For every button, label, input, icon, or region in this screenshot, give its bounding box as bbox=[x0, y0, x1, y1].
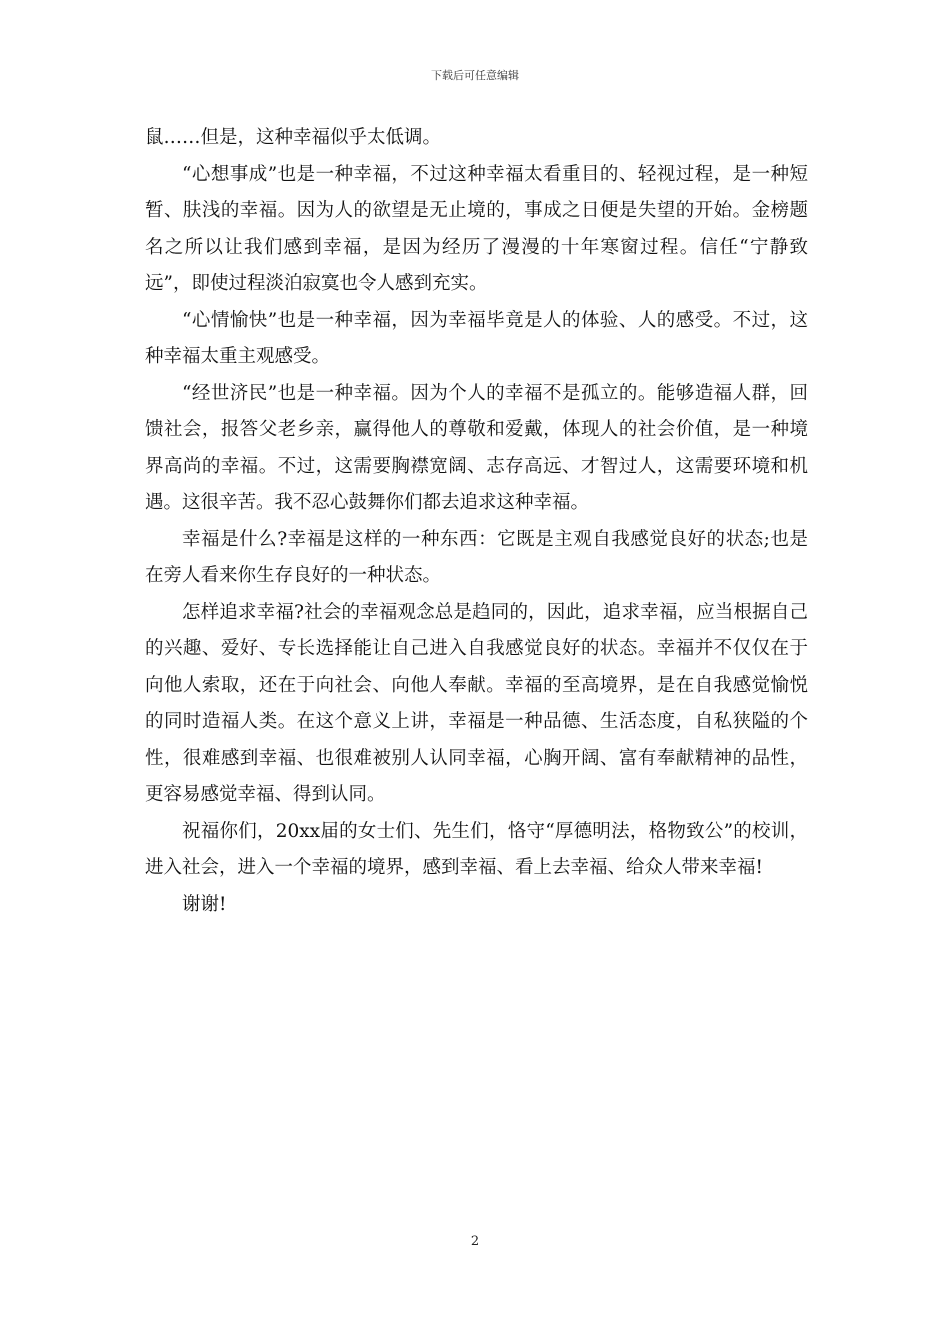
page-number: 2 bbox=[470, 1234, 480, 1249]
paragraph-continuation: 鼠……但是，这种幸福似乎太低调。 bbox=[145, 127, 442, 148]
document-body bbox=[145, 120, 808, 923]
paragraph-what-is-happiness: 幸福是什么?幸福是这样的一种东西：它既是主观自我感觉良好的状态;也是在旁人看来你生存良好的一种状态。 bbox=[145, 528, 808, 586]
paragraph-blessing: 祝福你们，20xx届的女士们、先生们，恪守“厚德明法，格物致公”的校训，进入社会，进入一个幸福的境界，感到幸福、看上去幸福、给众人带来幸福! bbox=[145, 820, 808, 878]
paragraph-jingshi-jimin: “经世济民”也是一种幸福。因为个人的幸福不是孤立的。能够造福人群，回馈社会，报答父老乡亲，赢得他人的尊敬和爱戴，体现人的社会价值，是一种境界高尚的幸福。不过，这需要胸襟宽阔、志存高远、才智过人，这需要环境和机遇。这很辛苦。我不忍心鼓舞你们都去追求这种幸福。 bbox=[145, 382, 808, 513]
paragraph-pursue-happiness: 怎样追求幸福?社会的幸福观念总是趋同的，因此，追求幸福，应当根据自己的兴趣、爱好、专长选择能让自己进入自我感觉良好的状态。幸福并不仅仅在于向他人索取，还在于向社会、向他人奉献。幸福的至高境界，是在自我感觉愉悦的同时造福人类。在这个意义上讲，幸福是一种品德、生活态度，自私狭隘的个性，很难感到幸福、也很难被别人认同幸福，心胸开阔、富有奉献精神的品性，更容易感觉幸福、得到认同。 bbox=[145, 601, 808, 805]
page-header: 下载后可任意编辑 bbox=[431, 69, 519, 82]
paragraph-xinqing-yukuai: “心情愉快”也是一种幸福，因为幸福毕竟是人的体验、人的感受。不过，这种幸福太重主观感受。 bbox=[145, 309, 808, 367]
paragraph-xinxiang-shicheng: “心想事成”也是一种幸福，不过这种幸福太看重目的、轻视过程，是一种短暂、肤浅的幸福。因为人的欲望是无止境的，事成之日便是失望的开始。金榜题名之所以让我们感到幸福，是因为经历了漫漫的十年寒窗过程。信任“宁静致远”，即使过程淡泊寂寞也令人感到充实。 bbox=[145, 163, 808, 294]
paragraph-thanks: 谢谢! bbox=[182, 893, 227, 915]
